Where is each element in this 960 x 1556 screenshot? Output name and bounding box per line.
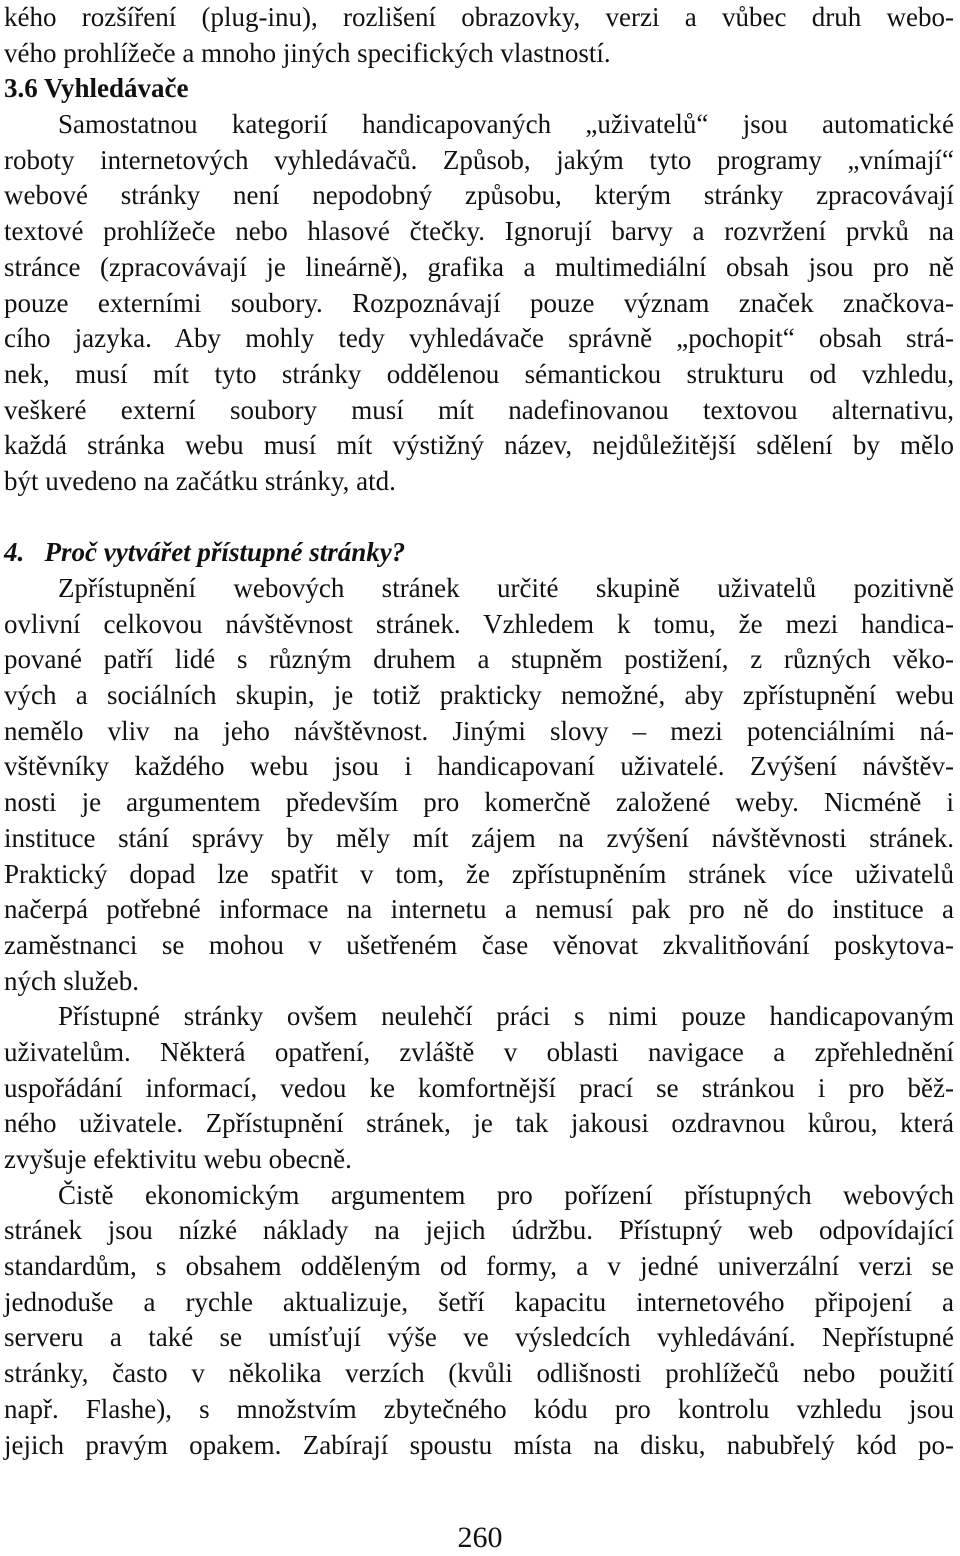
text-line: ných služeb. [4,965,139,996]
text-line: pouze externími soubory. Rozpoznávají pouze význam značek značkova- [4,287,954,318]
text-line: stránky, často v několika verzích (kvůli odlišnosti prohlížečů nebo použití [4,1358,954,1389]
text-line: stránce (zpracovávají je lineárně), grafika a multimediální obsah jsou pro ně [4,251,954,282]
text-line: zvyšuje efektivitu webu obecně. [4,1144,352,1174]
page-number: 260 [457,1521,503,1554]
text-line: webové stránky není nepodobný způsobu, kterým stránky zpracovávají [4,180,954,211]
text-line: jednoduše a rychle aktualizuje, šetří kapacitu internetového připojení a [4,1286,954,1317]
text-line: nemělo vliv na jeho návštěvnost. Jinými slovy – mezi potenciálními ná- [4,715,954,746]
document-page [4,0,954,1463]
text-line: nosti je argumentem především pro komerčně založené weby. Nicméně i [4,787,954,818]
text-line: roboty internetových vyhledávačů. Způsob, jakým tyto programy „vnímají“ [4,144,954,175]
text-line: načerpá potřebné informace na internetu a nemusí pak pro ně do instituce a [4,894,954,925]
text-line: cího jazyka. Aby mohly tedy vyhledávače správně „pochopit“ obsah strá- [4,323,954,354]
text-line: být uvedeno na začátku stránky, atd. [4,465,396,496]
text-line: vých a sociálních skupin, je totiž prakticky nemožné, aby zpřístupnění webu [4,680,954,711]
section-heading-3-6: 3.6 Vyhledávače [4,73,189,104]
text-line: uspořádání informací, vedou ke komfortnější prací se stránkou i pro běž- [4,1072,954,1103]
text-line: Zpřístupnění webových stránek určité skupině uživatelů pozitivně [58,573,954,603]
text-line: Přístupné stránky ovšem neulehčí práci s nimi pouze handicapovaným [58,1001,954,1032]
text-line: Čistě ekonomickým argumentem pro pořízení přístupných webových [58,1179,954,1210]
text-line: Samostatnou kategorií handicapovaných „uživatelů“ jsou automatické [58,109,954,140]
text-line: textové prohlížeče nebo hlasové čtečky. Ignorují barvy a rozvržení prvků na [4,216,954,247]
text-line: jejich pravým opakem. Zabírají spoustu místa na disku, nabubřelý kód po- [4,1429,954,1460]
text-line: veškeré externí soubory musí mít nadefinovanou textovou alternativu, [4,394,954,425]
section-heading-4: 4. Proč vytvářet přístupné stránky? [4,537,406,568]
text-line: např. Flashe), s množstvím zbytečného kódu pro kontrolu vzhledu jsou [4,1393,954,1424]
text-line: stránek jsou nízké náklady na jejich údržbu. Přístupný web odpovídající [4,1215,954,1246]
text-line: standardům, s obsahem odděleným od formy, a v jedné univerzální verzi se [4,1251,954,1282]
text-line: každá stránka webu musí mít výstižný název, nejdůležitější sdělení by mělo [4,430,954,461]
text-line: uživatelům. Některá opatření, zvláště v oblasti navigace a zpřehlednění [4,1036,954,1067]
text-line: instituce stání správy by měly mít zájem na zvýšení návštěvnosti stránek. [4,822,954,853]
text-line: ovlivní celkovou návštěvnost stránek. Vzhledem k tomu, že mezi handica- [4,608,954,639]
text-line: zaměstnanci se mohou v ušetřeném čase věnovat zkvalitňování poskytova- [4,929,954,960]
text-line: vštěvníky každého webu jsou i handicapovaní uživatelé. Zvýšení návštěv- [4,751,954,782]
paragraph-gap [4,500,954,536]
text-line: vého prohlížeče a mnoho jiných specifických vlastností. [4,37,611,68]
text-line: kého rozšíření (plug-inu), rozlišení obrazovky, verzi a vůbec druh webo- [4,2,954,32]
text-line: Praktický dopad lze spatřit v tom, že zpřístupněním stránek více uživatelů [4,858,954,889]
text-line: serveru a také se umísťují výše ve výsledcích vyhledávání. Nepřístupné [4,1322,954,1353]
text-line: nek, musí mít tyto stránky oddělenou sémantickou strukturu od vzhledu, [4,358,954,389]
text-line: pované patří lidé s různým druhem a stupněm postižení, z různých věko- [4,644,954,675]
text-line: ného uživatele. Zpřístupnění stránek, je tak jakousi ozdravnou kůrou, která [4,1108,954,1139]
